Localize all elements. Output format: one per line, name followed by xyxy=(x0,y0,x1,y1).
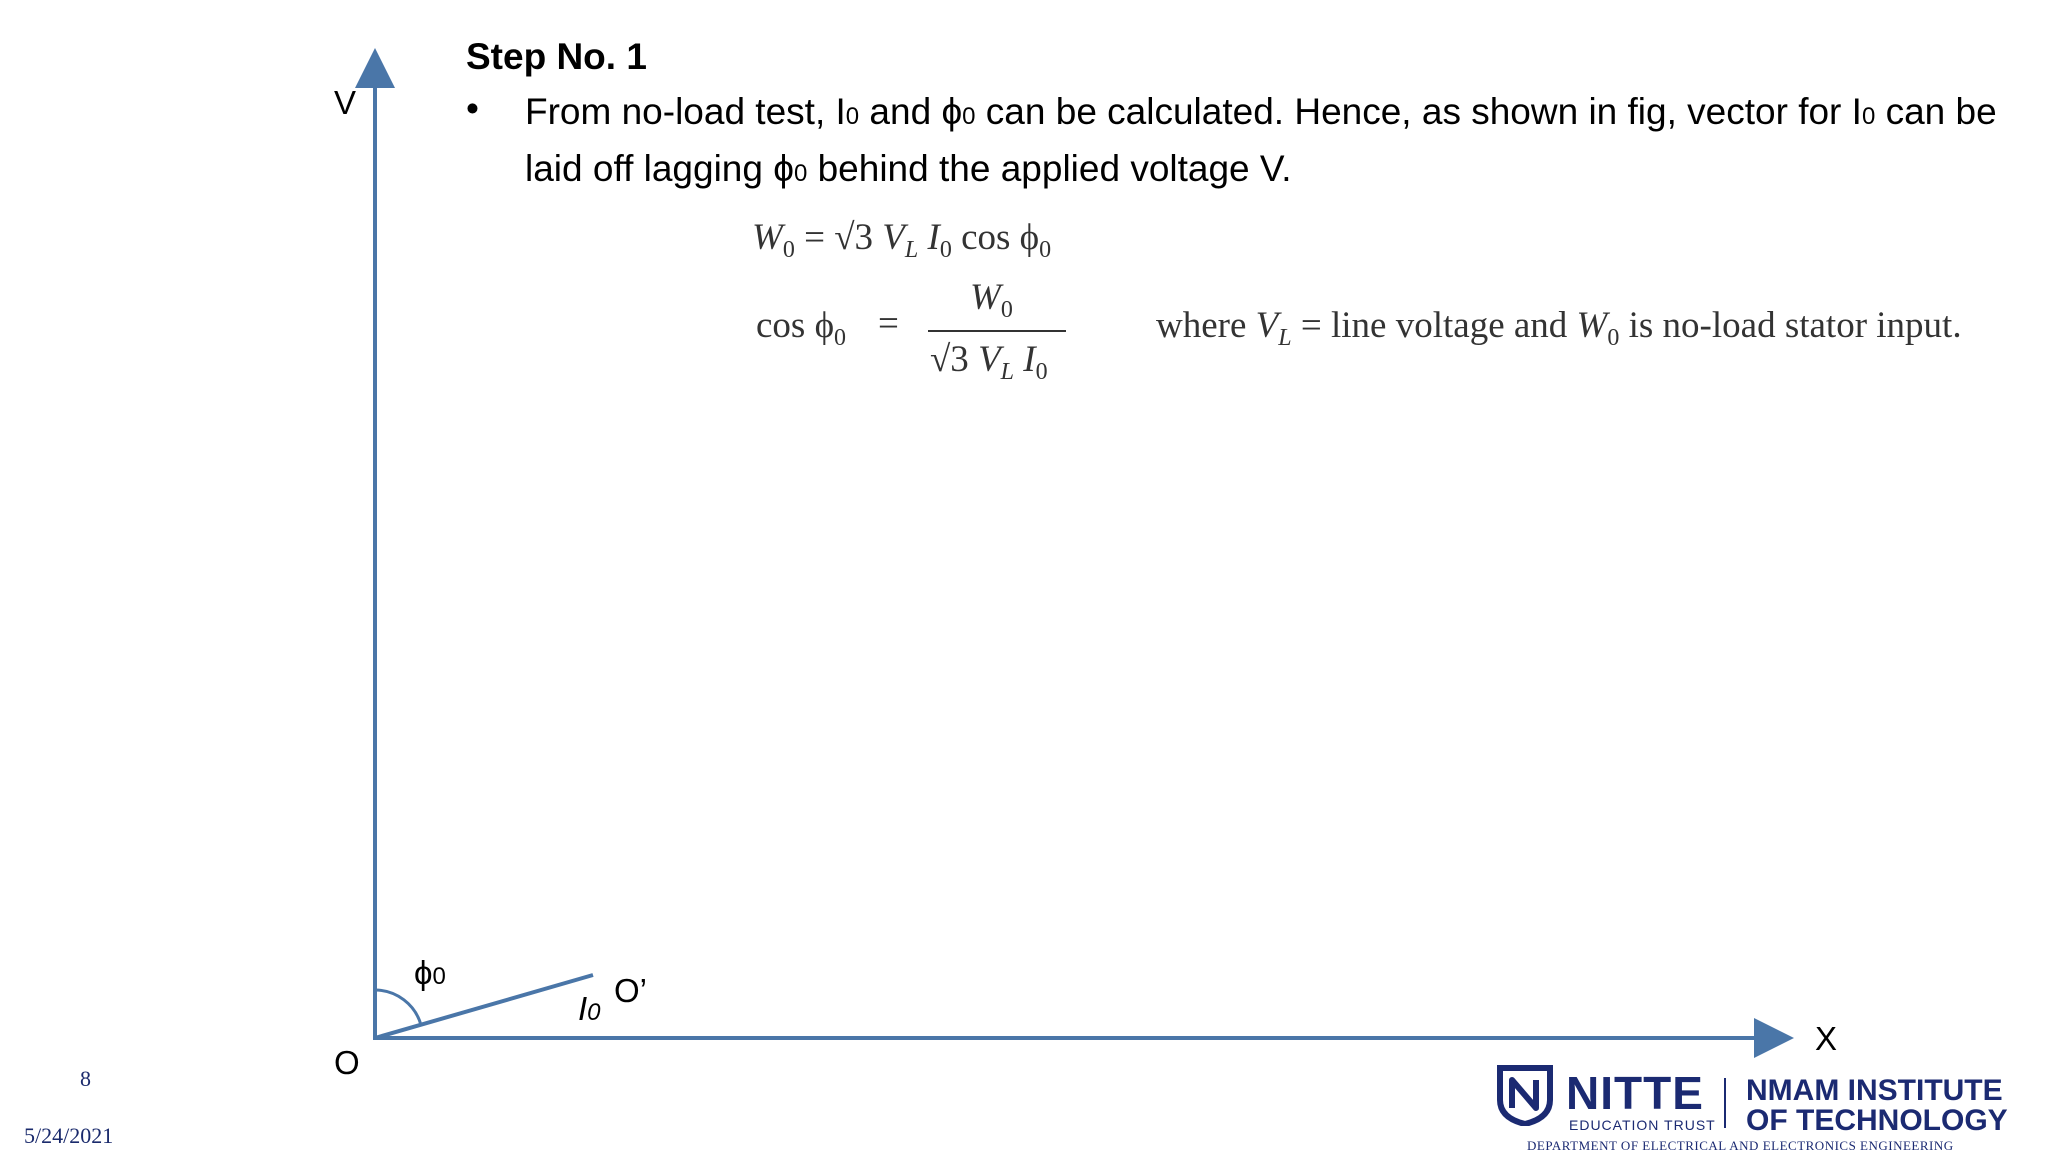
fraction-denominator: √3 $V_L$ $I_0$ xyxy=(930,339,1048,385)
origin-label: O xyxy=(334,1044,360,1081)
x-axis-label: X xyxy=(1815,1020,1838,1057)
institute-name: NMAM INSTITUTE OF TECHNOLOGY xyxy=(1746,1074,2008,1137)
equation-note: where $V_L$ = line voltage and $W_0$ is no-load stator input. xyxy=(1156,305,1962,351)
logo-divider xyxy=(1724,1078,1726,1128)
bullet-symbol: • xyxy=(466,88,479,129)
slide-number: 8 xyxy=(80,1066,91,1091)
equation-cos-phi0-lhs: $\cos \phi_0$ xyxy=(756,305,847,351)
education-trust-text: EDUCATION TRUST xyxy=(1569,1117,1716,1133)
nitte-shield-icon xyxy=(1496,1062,1554,1126)
fraction-numerator: $W_0$ xyxy=(970,277,1013,323)
fraction-bar xyxy=(928,330,1066,332)
phi0-label: ϕ0 xyxy=(414,954,446,991)
o-prime-label: O’ xyxy=(614,972,647,1009)
bullet-text: From no-load test, I0 and ϕ0 can be calculated. Hence, as shown in fig, vector for I0 can be laid off lagging ϕ0 behind the applied voltage V. xyxy=(525,91,1997,189)
v-axis-label: V xyxy=(334,84,357,121)
i0-vector xyxy=(375,975,593,1038)
department-name: DEPARTMENT OF ELECTRICAL AND ELECTRONICS ENGINEERING xyxy=(1527,1138,1954,1153)
nitte-logo-text: NITTE xyxy=(1566,1067,1704,1119)
equation-equals: = xyxy=(878,303,899,344)
slide-title: Step No. 1 xyxy=(466,36,647,77)
equation-w0: $W_0 = √3$ $V_L$ $I_0$ $\cos \phi_0$ xyxy=(752,217,1052,263)
i0-label: I0 xyxy=(578,990,601,1027)
phi0-angle-arc xyxy=(375,990,421,1025)
slide-date: 5/24/2021 xyxy=(24,1123,114,1148)
